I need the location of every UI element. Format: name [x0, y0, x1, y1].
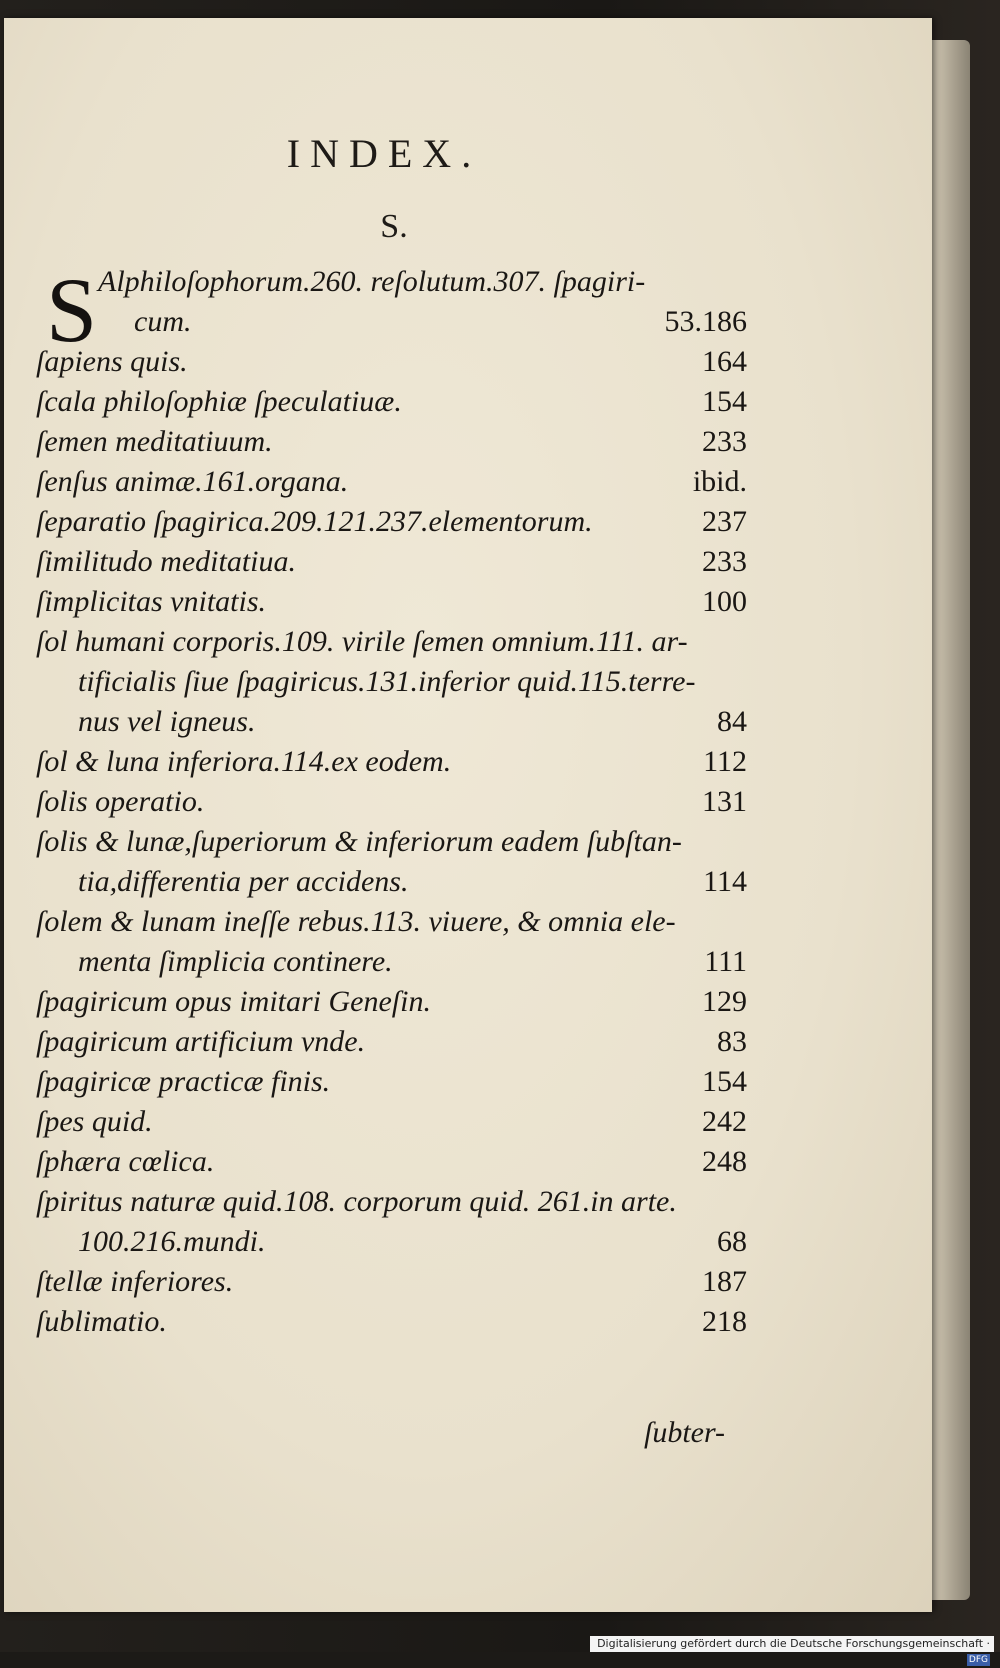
- index-entry: [4, 862, 932, 902]
- entry-page: 154: [702, 1065, 747, 1098]
- index-entry: [4, 422, 932, 462]
- entry-text: ſpiritus naturæ quid.108. corporum quid. 261.in arte.: [36, 1185, 677, 1218]
- index-entry: [4, 622, 932, 662]
- entry-text: ſpagiricum artificium vnde.: [36, 1025, 366, 1058]
- index-entry: [4, 382, 932, 422]
- entry-text: ſpes quid.: [36, 1105, 153, 1138]
- entry-page: 242: [702, 1105, 747, 1138]
- entry-text: ſeparatio ſpagirica.209.121.237.elementorum.: [36, 505, 593, 538]
- entry-page: 233: [702, 545, 747, 578]
- index-entry: [4, 742, 932, 782]
- index-entry: [4, 262, 932, 302]
- entry-text: ſimilitudo meditatiua.: [36, 545, 296, 578]
- entry-text: ſenſus animæ.161.organa.: [36, 465, 349, 498]
- index-entry: [4, 662, 932, 702]
- index-entry: [4, 1182, 932, 1222]
- index-entry: [4, 1222, 932, 1262]
- entry-text: ſphæra cœlica.: [36, 1145, 215, 1178]
- index-entry: [4, 1062, 932, 1102]
- drop-cap: S: [46, 259, 98, 361]
- index-entry: [4, 342, 932, 382]
- book-page: [4, 18, 932, 1612]
- index-entry: [4, 582, 932, 622]
- entry-text: ſol humani corporis.109. virile ſemen omnium.111. ar-: [36, 625, 688, 658]
- entry-text: ſolis operatio.: [36, 785, 205, 818]
- index-entry: [4, 902, 932, 942]
- dfg-logo: DFG: [968, 1655, 988, 1665]
- index-entry: [4, 822, 932, 862]
- index-entry: [4, 502, 932, 542]
- entry-text: ſublimatio.: [36, 1305, 167, 1338]
- index-entries: [4, 18, 932, 1612]
- index-entry: [4, 782, 932, 822]
- entry-page: 112: [703, 745, 747, 778]
- entry-page: 164: [702, 345, 747, 378]
- entry-text: cum.: [134, 305, 192, 338]
- entry-page: 83: [717, 1025, 747, 1058]
- digitization-credit: [590, 1636, 994, 1665]
- entry-page: 129: [702, 985, 747, 1018]
- entry-text: ſolem & lunam ineſſe rebus.113. viuere, & omnia ele-: [36, 905, 676, 938]
- index-entry: [4, 302, 932, 342]
- index-entry: [4, 1102, 932, 1142]
- entry-page: 248: [702, 1145, 747, 1178]
- entry-page: 114: [703, 865, 747, 898]
- entry-page: 131: [702, 785, 747, 818]
- entry-text: ſpagiricæ practicæ finis.: [36, 1065, 331, 1098]
- entry-text: tificialis ſiue ſpagiricus.131.inferior quid.115.terre-: [78, 665, 696, 698]
- entry-text: nus vel igneus.: [78, 705, 256, 738]
- entry-text: ſtellæ inferiores.: [36, 1265, 234, 1298]
- entry-text: ſol & luna inferiora.114.ex eodem.: [36, 745, 452, 778]
- index-entry: [4, 542, 932, 582]
- index-entry: [4, 1022, 932, 1062]
- entry-page: 68: [717, 1225, 747, 1258]
- index-entry: [4, 1262, 932, 1302]
- entry-text: tia,differentia per accidens.: [78, 865, 409, 898]
- entry-text: Alphiloſophorum.260. reſolutum.307. ſpagiri-: [98, 265, 646, 298]
- entry-page: 111: [704, 945, 747, 978]
- entry-text: ſpagiricum opus imitari Geneſin.: [36, 985, 431, 1018]
- entry-text: menta ſimplicia continere.: [78, 945, 393, 978]
- entry-text: ſcala philoſophiæ ſpeculatiuæ.: [36, 385, 402, 418]
- index-entry: [4, 982, 932, 1022]
- credit-text: Digitalisierung gefördert durch die Deutsche Forschungsgemeinschaft ·: [597, 1637, 990, 1650]
- entry-page: 233: [702, 425, 747, 458]
- entry-page: 154: [702, 385, 747, 418]
- entry-text: ſolis & lunæ,ſuperiorum & inferiorum eadem ſubſtan-: [36, 825, 682, 858]
- entry-page: 237: [702, 505, 747, 538]
- entry-text: ſimplicitas vnitatis.: [36, 585, 266, 618]
- index-entry: [4, 1302, 932, 1342]
- page-title: INDEX.: [286, 131, 482, 176]
- entry-page: 218: [702, 1305, 747, 1338]
- index-entry: [4, 1142, 932, 1182]
- entry-page: ibid.: [692, 465, 747, 498]
- section-letter: S.: [380, 208, 408, 245]
- entry-page: 187: [702, 1265, 747, 1298]
- index-entry: [4, 702, 932, 742]
- entry-text: ſapiens quis.: [36, 345, 188, 378]
- catchword: ſubter-: [644, 1416, 726, 1449]
- entry-page: 53.186: [664, 305, 747, 338]
- entry-text: ſemen meditatiuum.: [36, 425, 273, 458]
- index-entry: [4, 942, 932, 982]
- entry-page: 100: [702, 585, 747, 618]
- index-entry: [4, 462, 932, 502]
- entry-page: 84: [717, 705, 747, 738]
- entry-text: 100.216.mundi.: [78, 1225, 266, 1258]
